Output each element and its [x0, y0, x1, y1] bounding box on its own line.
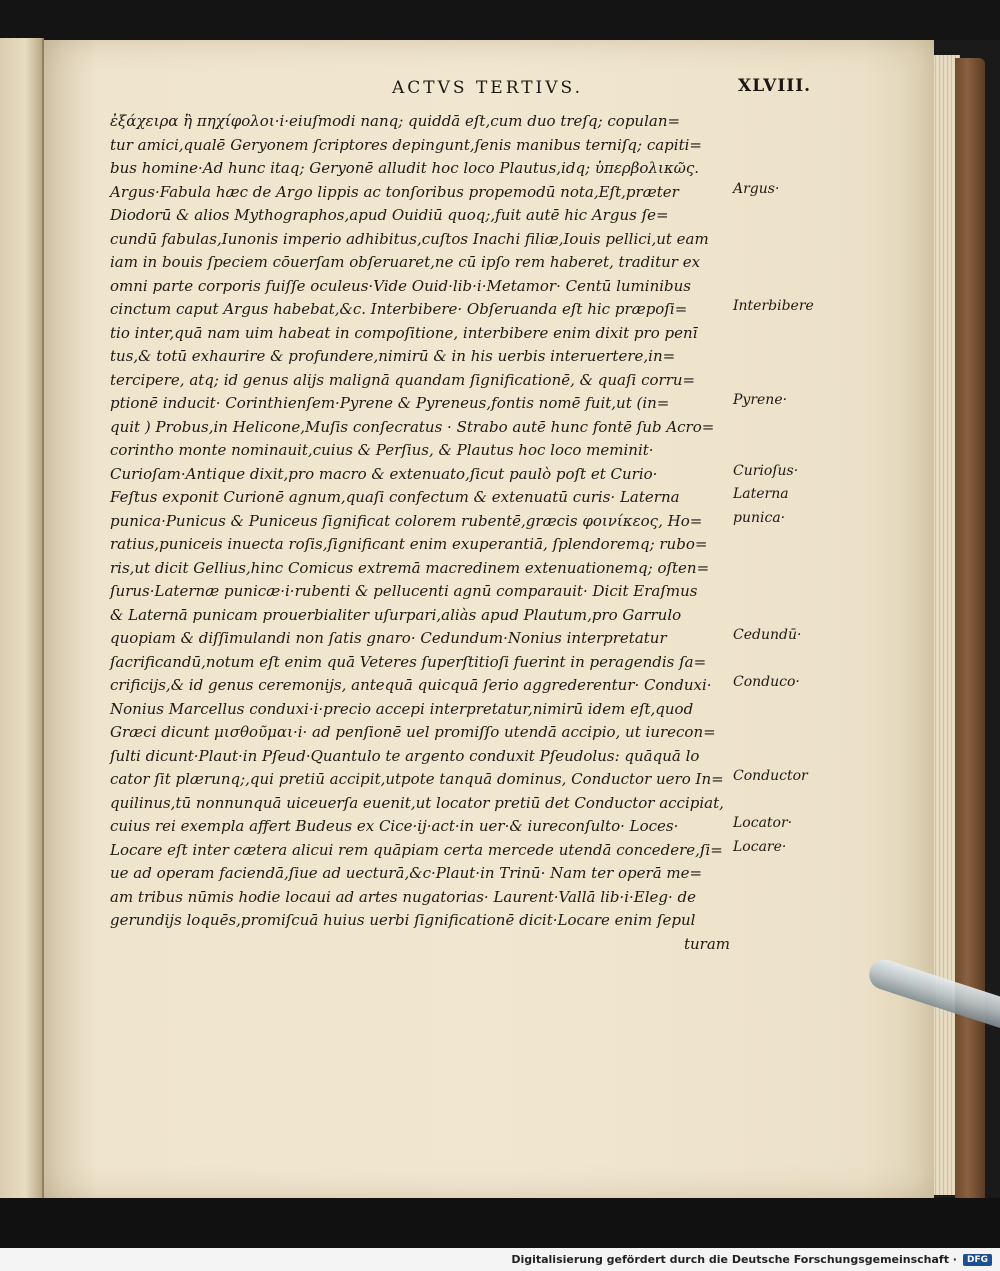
text-line: cinctum caput Argus habebat,&c. Interbibere· Obſeruanda eſt hic præpoſi= [110, 300, 688, 318]
marginal-note: Pyrene· [733, 392, 788, 408]
text-line: crificijs,& id genus ceremonijs, antequā quicquā ſerio aggrederentur· Conduxi· [110, 676, 712, 694]
text-line: cator ſit plærunq;,qui pretiū accipit,utpote tanquā dominus, Conductor uero In= [110, 770, 724, 788]
text-line: & Laternā punicam prouerbialiter uſurpari,aliàs apud Plautum,pro Garrulo [110, 605, 682, 624]
text-line: tus,& totū exhaurire & profundere,nimirū & in his uerbis interuertere,in= [110, 347, 676, 365]
text-line: tio inter,quā nam uim habeat in compoſitione, interbibere enim dixit pro penī [110, 323, 698, 342]
text-line: am tribus nūmis hodie locaui ad artes nugatorias· Laurent·Vallā lib·i·Eleg· de [110, 887, 697, 906]
text-line: ue ad operam faciendā,ſiue ad uecturā,&c·Plaut·in Trinū· Nam ter operā me= [110, 864, 703, 882]
footer-bar [0, 1248, 1000, 1271]
marginal-note: Cedundū· [733, 627, 802, 643]
marginal-note: Conduco· [733, 674, 800, 690]
text-line: ratius,puniceis inuecta roſis,ſignificant enim exuperantiā, ſplendoremq; rubo= [110, 535, 708, 553]
text-line: Græci dicunt μισθοῦμαι·i· ad penſionē uel promiſſo utendā accipio, ut iurecon= [110, 723, 716, 741]
text-line: ptionē inducit· Corinthienſem·Pyrene & Pyreneus,fontis nomē fuit,ut (in= [110, 394, 670, 412]
text-line: quit ) Probus,in Helicone,Muſis conſecratus · Strabo autē hunc fontē ſub Acro= [110, 417, 715, 436]
funding-credit: Digitalisierung gefördert durch die Deutsche Forschungsgemeinschaft · [511, 1253, 957, 1266]
text-line: ἐξάχειρα ἢ πηχίφολοι·i·eiuſmodi nanq; quiddā eſt,cum duo treſq; copulan= [110, 112, 681, 130]
text-line: quopiam & diſſimulandi non ſatis gnaro· Cedundum·Nonius interpretatur [110, 629, 667, 647]
marginal-note: punica· [733, 509, 786, 526]
text-line: Diodorū & alios Mythographos,apud Ouidiū quoq;,fuit autē hic Argus ſe= [110, 206, 669, 224]
text-line: ſulti dicunt·Plaut·in Pſeud·Quantulo te argento conduxit Pſeudolus: quāquā lo [110, 746, 700, 765]
text-line: cundū fabulas,Iunonis imperio adhibitus,cuſtos Inachi filiæ,Iouis pellici,ut eam [110, 229, 709, 248]
text-line: punica·Punicus & Puniceus ſignificat colorem rubentē,græcis φοινίκεος, Ho= [110, 511, 703, 530]
marginal-note: Locator· [733, 815, 793, 831]
scan-background-top [0, 0, 1000, 40]
marginal-note: Laterna [733, 486, 789, 502]
scan-background-bottom [0, 1198, 1000, 1248]
book-cover-edge [955, 58, 985, 1208]
text-line: quilinus,tū nonnunquā uiceuerſa euenit,ut locator pretiū det Conductor accipiat, [110, 793, 724, 812]
text-line: Curioſam·Antique dixit,pro macro & extenuato,ſicut paulò poſt et Curio· [110, 464, 658, 483]
marginal-note: Locare· [733, 838, 787, 855]
text-line: iam in bouis ſpeciem cōuerſam obſeruaret,ne cū ipſo rem haberet, traditur ex [110, 253, 701, 271]
marginal-note: Interbibere [733, 298, 814, 314]
text-line: Nonius Marcellus conduxi·i·precio accepi interpretatur,nimirū idem eſt,quod [110, 699, 694, 718]
text-line: bus homine·Ad hunc itaq; Geryonē alludit hoc loco Plautus,idq; ὑπερβολικῶς. [110, 159, 700, 177]
facing-page-edge [0, 38, 44, 1198]
dfg-logo: DFG [963, 1254, 992, 1266]
marginal-note: Curioſus· [733, 462, 799, 479]
marginal-note: Argus· [733, 180, 780, 197]
text-line: ſurus·Laternæ punicæ·i·rubenti & pellucenti agnū comparauit· Dicit Eraſmus [110, 582, 698, 600]
text-line: Locare eſt inter cætera alicui rem quāpiam certa mercede utendā concedere,ſi= [110, 840, 723, 859]
text-line: ris,ut dicit Gellius,hinc Comicus extremā macredinem extenuationemq; oſten= [110, 558, 710, 577]
text-line: Feſtus exponit Curionē agnum,quaſi confectum & extenuatū curis· Laterna [110, 488, 680, 506]
text-line: omni parte corporis fuiſſe oculeus·Vide Ouid·lib·i·Metamor· Centū luminibus [110, 276, 691, 295]
text-line: Argus·Fabula hæc de Argo lippis ac tonſoribus propemodū nota,Eſt,præter [110, 182, 679, 201]
text-line: tur amici,qualē Geryonem ſcriptores depingunt,ſenis manibus terniſq; capiti= [110, 135, 702, 154]
text-line: corintho monte nominauit,cuius & Perſius, & Plautus hoc loco meminit· [110, 441, 654, 459]
text-line: tercipere, atq; id genus alijs malignā quandam ſignificationē, & quaſi corru= [110, 370, 696, 389]
running-head: ACTVS TERTIVS. [392, 78, 583, 98]
marginal-note: Conductor [733, 768, 808, 784]
folio-number: XLVIII. [738, 76, 812, 96]
text-line: cuius rei exempla affert Budeus ex Cice·ij·act·in uer·& iureconſulto· Loces· [110, 817, 679, 835]
body-text [110, 110, 730, 956]
text-line: turam [683, 934, 730, 953]
text-line: ſacrificandū,notum eſt enim quā Veteres ſuperſtitioſi fuerint in peragendis ſa= [110, 652, 707, 671]
text-line: gerundijs loquēs,promiſcuā huius uerbi ſignificationē dicit·Locare enim ſepul [110, 911, 696, 929]
